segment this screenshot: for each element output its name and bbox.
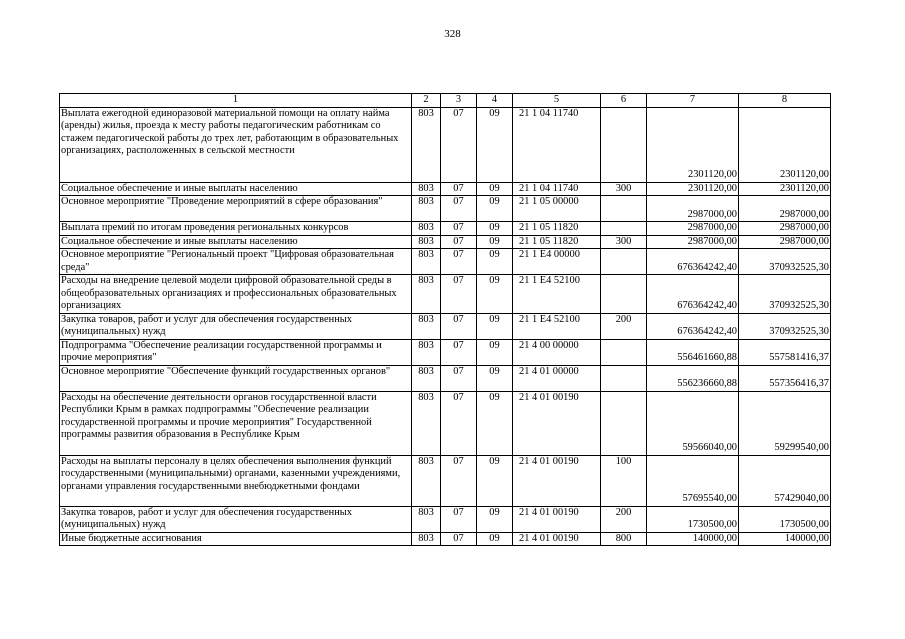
table-row (60, 196, 831, 222)
row-section-cell: 07 (441, 275, 477, 314)
row-amount-2-cell: 2301120,00 (739, 182, 831, 196)
row-subsection-cell: 09 (477, 339, 513, 365)
row-amount-1-cell: 2301120,00 (647, 182, 739, 196)
row-target-code-cell: 21 4 01 00190 (513, 455, 601, 506)
row-section-cell: 07 (441, 313, 477, 339)
row-grbs-cell: 803 (412, 365, 441, 391)
row-target-code-cell: 21 4 01 00000 (513, 365, 601, 391)
row-expense-type-cell (601, 249, 647, 275)
row-subsection-cell: 09 (477, 182, 513, 196)
row-expense-type-cell: 300 (601, 182, 647, 196)
row-amount-1-cell: 1730500,00 (647, 506, 739, 532)
row-section-cell: 07 (441, 196, 477, 222)
table-row (60, 107, 831, 182)
row-amount-2-cell: 370932525,30 (739, 275, 831, 314)
row-grbs-cell: 803 (412, 249, 441, 275)
row-amount-1-cell: 676364242,40 (647, 249, 739, 275)
budget-table (59, 93, 831, 546)
row-amount-2-cell: 2301120,00 (739, 107, 831, 182)
table-row (60, 222, 831, 236)
row-subsection-cell: 09 (477, 235, 513, 249)
row-name-cell: Основное мероприятие "Проведение мероприятий в сфере образования" (60, 196, 412, 222)
row-subsection-cell: 09 (477, 222, 513, 236)
row-amount-2-cell: 370932525,30 (739, 249, 831, 275)
row-expense-type-cell: 200 (601, 313, 647, 339)
row-expense-type-cell (601, 107, 647, 182)
row-name-cell: Расходы на внедрение целевой модели цифровой образовательной среды в общеобразовательных организациях и профессиональных образовательных организациях (60, 275, 412, 314)
table-body (60, 107, 831, 546)
row-grbs-cell: 803 (412, 339, 441, 365)
row-name-cell: Основное мероприятие "Региональный проект "Цифровая образовательная среда" (60, 249, 412, 275)
table-row (60, 365, 831, 391)
row-section-cell: 07 (441, 455, 477, 506)
row-name-cell: Закупка товаров, работ и услуг для обеспечения государственных (муниципальных) нужд (60, 506, 412, 532)
column-header-6: 6 (601, 94, 647, 108)
table-row (60, 391, 831, 455)
table-row (60, 275, 831, 314)
row-target-code-cell: 21 1 05 11820 (513, 222, 601, 236)
table-row (60, 455, 831, 506)
row-section-cell: 07 (441, 339, 477, 365)
row-target-code-cell: 21 1 05 11820 (513, 235, 601, 249)
row-target-code-cell: 21 1 04 11740 (513, 182, 601, 196)
row-amount-2-cell: 2987000,00 (739, 222, 831, 236)
row-amount-1-cell: 2987000,00 (647, 235, 739, 249)
row-subsection-cell: 09 (477, 455, 513, 506)
row-section-cell: 07 (441, 182, 477, 196)
row-expense-type-cell (601, 339, 647, 365)
row-amount-2-cell: 370932525,30 (739, 313, 831, 339)
row-expense-type-cell (601, 275, 647, 314)
row-grbs-cell: 803 (412, 222, 441, 236)
row-expense-type-cell: 200 (601, 506, 647, 532)
row-grbs-cell: 803 (412, 275, 441, 314)
row-amount-2-cell: 57429040,00 (739, 455, 831, 506)
row-amount-1-cell: 59566040,00 (647, 391, 739, 455)
row-subsection-cell: 09 (477, 196, 513, 222)
row-amount-2-cell: 2987000,00 (739, 235, 831, 249)
row-name-cell: Выплата ежегодной единоразовой материальной помощи на оплату найма (аренды) жилья, проезда к месту работы педагогическим работникам со стажем педагогической работы до трех лет, работающим в образовательных организациях, расположенных в сельской местности (60, 107, 412, 182)
row-amount-2-cell: 557581416,37 (739, 339, 831, 365)
column-header-1: 1 (60, 94, 412, 108)
table-row (60, 249, 831, 275)
row-amount-2-cell: 557356416,37 (739, 365, 831, 391)
row-grbs-cell: 803 (412, 182, 441, 196)
row-expense-type-cell: 300 (601, 235, 647, 249)
row-amount-1-cell: 2301120,00 (647, 107, 739, 182)
row-amount-2-cell: 2987000,00 (739, 196, 831, 222)
row-subsection-cell: 09 (477, 249, 513, 275)
row-expense-type-cell (601, 391, 647, 455)
row-subsection-cell: 09 (477, 391, 513, 455)
row-grbs-cell: 803 (412, 506, 441, 532)
row-section-cell: 07 (441, 391, 477, 455)
row-expense-type-cell (601, 222, 647, 236)
table-row (60, 182, 831, 196)
table-row (60, 313, 831, 339)
row-name-cell: Социальное обеспечение и иные выплаты населению (60, 182, 412, 196)
row-name-cell: Иные бюджетные ассигнования (60, 532, 412, 546)
row-section-cell: 07 (441, 365, 477, 391)
table-row (60, 532, 831, 546)
row-section-cell: 07 (441, 107, 477, 182)
row-target-code-cell: 21 4 01 00190 (513, 391, 601, 455)
table-row (60, 506, 831, 532)
row-grbs-cell: 803 (412, 107, 441, 182)
row-grbs-cell: 803 (412, 235, 441, 249)
row-section-cell: 07 (441, 506, 477, 532)
row-amount-1-cell: 57695540,00 (647, 455, 739, 506)
table-row (60, 235, 831, 249)
row-target-code-cell: 21 1 E4 52100 (513, 275, 601, 314)
column-header-7: 7 (647, 94, 739, 108)
row-target-code-cell: 21 1 E4 52100 (513, 313, 601, 339)
row-target-code-cell: 21 1 05 00000 (513, 196, 601, 222)
table-row (60, 339, 831, 365)
row-section-cell: 07 (441, 222, 477, 236)
row-target-code-cell: 21 4 00 00000 (513, 339, 601, 365)
row-grbs-cell: 803 (412, 455, 441, 506)
row-grbs-cell: 803 (412, 532, 441, 546)
row-amount-1-cell: 2987000,00 (647, 196, 739, 222)
row-expense-type-cell (601, 365, 647, 391)
row-subsection-cell: 09 (477, 107, 513, 182)
row-name-cell: Подпрограмма "Обеспечение реализации государственной программы и прочие мероприятия" (60, 339, 412, 365)
column-header-5: 5 (513, 94, 601, 108)
row-amount-2-cell: 1730500,00 (739, 506, 831, 532)
row-amount-1-cell: 676364242,40 (647, 275, 739, 314)
row-amount-1-cell: 676364242,40 (647, 313, 739, 339)
row-target-code-cell: 21 4 01 00190 (513, 506, 601, 532)
row-name-cell: Расходы на обеспечение деятельности органов государственной власти Республики Крым в рамках подпрограммы "Обеспечение реализации государственной программы и прочие мероприятия" Государственной программы развития образования в Республике Крым (60, 391, 412, 455)
column-header-2: 2 (412, 94, 441, 108)
column-header-4: 4 (477, 94, 513, 108)
row-grbs-cell: 803 (412, 313, 441, 339)
column-header-3: 3 (441, 94, 477, 108)
row-subsection-cell: 09 (477, 532, 513, 546)
row-name-cell: Выплата премий по итогам проведения региональных конкурсов (60, 222, 412, 236)
row-section-cell: 07 (441, 249, 477, 275)
row-subsection-cell: 09 (477, 313, 513, 339)
row-expense-type-cell: 800 (601, 532, 647, 546)
row-amount-1-cell: 2987000,00 (647, 222, 739, 236)
row-expense-type-cell: 100 (601, 455, 647, 506)
row-subsection-cell: 09 (477, 275, 513, 314)
row-name-cell: Социальное обеспечение и иные выплаты населению (60, 235, 412, 249)
row-name-cell: Основное мероприятие "Обеспечение функций государственных органов" (60, 365, 412, 391)
row-amount-1-cell: 140000,00 (647, 532, 739, 546)
row-name-cell: Расходы на выплаты персоналу в целях обеспечения выполнения функций государственными (муниципальными) органами, казенными учреждениями, органами управления государственными внебюджетными фондами (60, 455, 412, 506)
row-amount-1-cell: 556461660,88 (647, 339, 739, 365)
row-amount-1-cell: 556236660,88 (647, 365, 739, 391)
row-target-code-cell: 21 1 E4 00000 (513, 249, 601, 275)
row-subsection-cell: 09 (477, 506, 513, 532)
row-subsection-cell: 09 (477, 365, 513, 391)
page-number: 328 (444, 28, 461, 40)
row-grbs-cell: 803 (412, 391, 441, 455)
row-name-cell: Закупка товаров, работ и услуг для обеспечения государственных (муниципальных) нужд (60, 313, 412, 339)
row-amount-2-cell: 59299540,00 (739, 391, 831, 455)
row-amount-2-cell: 140000,00 (739, 532, 831, 546)
row-grbs-cell: 803 (412, 196, 441, 222)
row-section-cell: 07 (441, 235, 477, 249)
column-header-8: 8 (739, 94, 831, 108)
row-target-code-cell: 21 4 01 00190 (513, 532, 601, 546)
row-target-code-cell: 21 1 04 11740 (513, 107, 601, 182)
row-section-cell: 07 (441, 532, 477, 546)
table-header-row (60, 94, 831, 108)
row-expense-type-cell (601, 196, 647, 222)
